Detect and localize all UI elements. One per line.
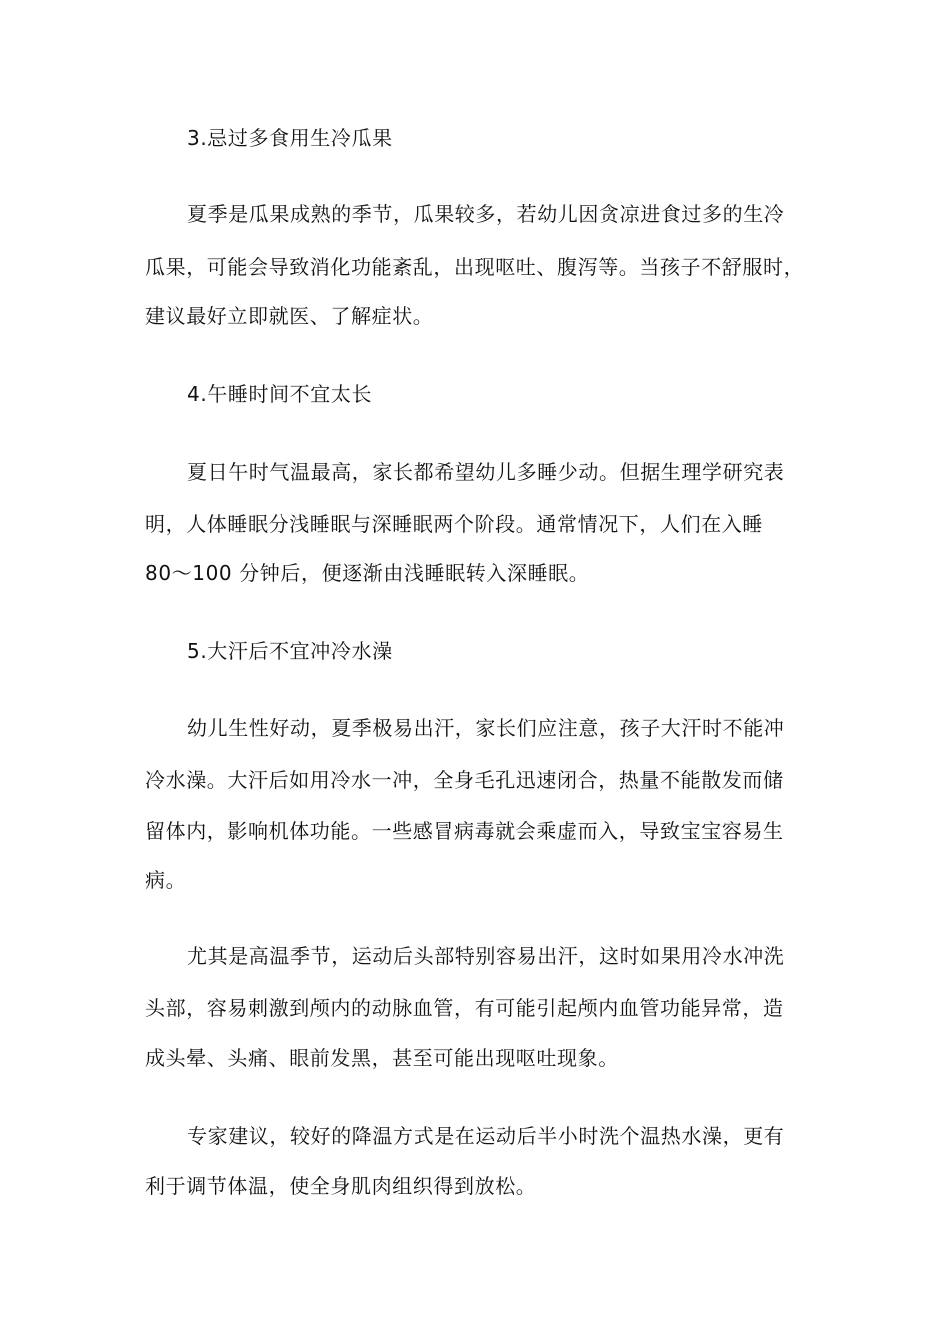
section-heading: 3.忌过多食用生冷瓜果 <box>187 126 393 150</box>
paragraph-line: 明，人体睡眠分浅睡眠与深睡眠两个阶段。通常情况下，人们在入睡 <box>145 512 763 536</box>
section-heading: 5.大汗后不宜冲冷水澡 <box>187 639 393 663</box>
paragraph-line: 冷水澡。大汗后如用冷水一冲，全身毛孔迅速闭合，热量不能散发而储 <box>145 768 784 792</box>
paragraph-line: 留体内，影响机体功能。一些感冒病毒就会乘虚而入，导致宝宝容易生 <box>145 819 784 843</box>
paragraph-line: 建议最好立即就医、了解症状。 <box>145 304 434 328</box>
paragraph-line: 尤其是高温季节，运动后头部特别容易出汗，这时如果用冷水冲洗 <box>187 944 785 968</box>
paragraph-line: 夏日午时气温最高，家长都希望幼儿多睡少动。但据生理学研究表 <box>187 460 785 484</box>
paragraph-line: 专家建议，较好的降温方式是在运动后半小时洗个温热水澡，更有 <box>187 1124 785 1148</box>
paragraph-line: 头部，容易刺激到颅内的动脉血管，有可能引起颅内血管功能异常，造 <box>145 996 784 1020</box>
paragraph-line: 幼儿生性好动，夏季极易出汗，家长们应注意，孩子大汗时不能冲 <box>187 716 785 740</box>
paragraph-line: 80～100 分钟后，便逐渐由浅睡眠转入深睡眠。 <box>145 561 590 585</box>
paragraph-line: 夏季是瓜果成熟的季节，瓜果较多，若幼儿因贪凉进食过多的生冷 <box>187 202 785 226</box>
paragraph-line: 利于调节体温，使全身肌肉组织得到放松。 <box>145 1174 537 1198</box>
paragraph-line: 成头晕、头痛、眼前发黑，甚至可能出现呕吐现象。 <box>145 1046 619 1070</box>
section-heading: 4.午睡时间不宜太长 <box>187 382 373 406</box>
paragraph-line: 瓜果，可能会导致消化功能紊乱，出现呕吐、腹泻等。当孩子不舒服时， <box>145 255 805 279</box>
paragraph-line: 病。 <box>145 868 187 892</box>
